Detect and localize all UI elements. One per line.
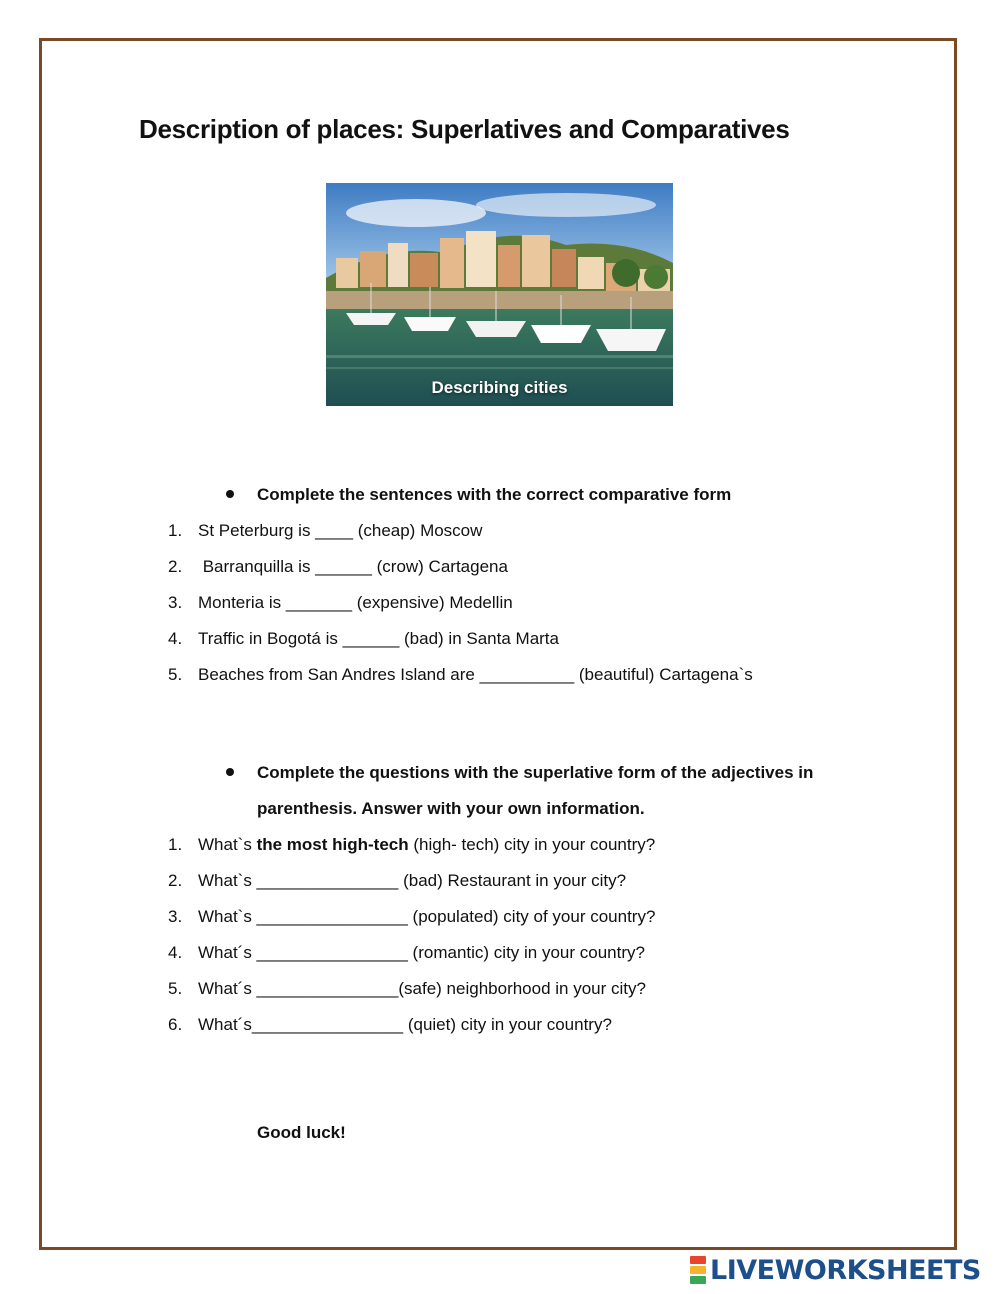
comparatives-instruction (226, 477, 731, 513)
superlatives-instruction (226, 755, 813, 791)
item-number: 1. (168, 521, 183, 540)
item-number: 6. (168, 1015, 183, 1034)
item-text: St Peterburg is ____ (cheap) Moscow (198, 521, 483, 540)
page-title: Description of places: Superlatives and Comparatives (139, 114, 790, 144)
example-answer: the most high-tech (256, 835, 409, 854)
bullet-icon (226, 490, 234, 498)
city-harbor-photo (326, 183, 673, 406)
example-prefix: What`s (198, 835, 257, 854)
item-text: Traffic in Bogotá is ______ (bad) in Santa Marta (198, 629, 559, 648)
item-number: 2. (168, 557, 183, 576)
item-number: 5. (168, 665, 183, 684)
instruction-text: Complete the questions with the superlative form of the adjectives in (257, 763, 814, 782)
item-text (198, 827, 655, 863)
item-text: What´s ________________ (romantic) city in your country? (198, 943, 645, 962)
item-text: What`s _______________ (bad) Restaurant in your city? (198, 871, 627, 890)
item-text: Monteria is _______ (expensive) Medellin (198, 593, 513, 612)
image-caption: Describing cities (431, 378, 568, 397)
item-number: 3. (168, 907, 183, 926)
item-number: 4. (168, 943, 183, 962)
item-text: Barranquilla is ______ (crow) Cartagena (198, 557, 508, 576)
liveworksheets-logo[interactable] (690, 1253, 981, 1287)
logo-bar (690, 1256, 706, 1264)
logo-bar (690, 1266, 706, 1274)
item-text: What´s________________ (quiet) city in your country? (198, 1015, 612, 1034)
instruction-text: Complete the sentences with the correct comparative form (257, 485, 732, 504)
item-text: What´s _______________(safe) neighborhood in your city? (198, 979, 646, 998)
logo-icon (690, 1255, 706, 1285)
logo-bar (690, 1276, 706, 1284)
item-number: 4. (168, 629, 183, 648)
example-suffix: (high- tech) city in your country? (408, 835, 656, 854)
closing-text: Good luck! (257, 1123, 346, 1142)
item-text: What`s ________________ (populated) city of your country? (198, 907, 656, 926)
item-text: Beaches from San Andres Island are __________ (beautiful) Cartagena`s (198, 665, 753, 684)
item-number: 3. (168, 593, 183, 612)
harbor-illustration (326, 183, 673, 406)
item-number: 2. (168, 871, 183, 890)
item-number: 1. (168, 835, 183, 854)
logo-text: LIVEWORKSHEETS (710, 1254, 981, 1286)
instruction-continuation: parenthesis. Answer with your own information. (257, 799, 645, 818)
bullet-icon (226, 768, 234, 776)
item-number: 5. (168, 979, 183, 998)
